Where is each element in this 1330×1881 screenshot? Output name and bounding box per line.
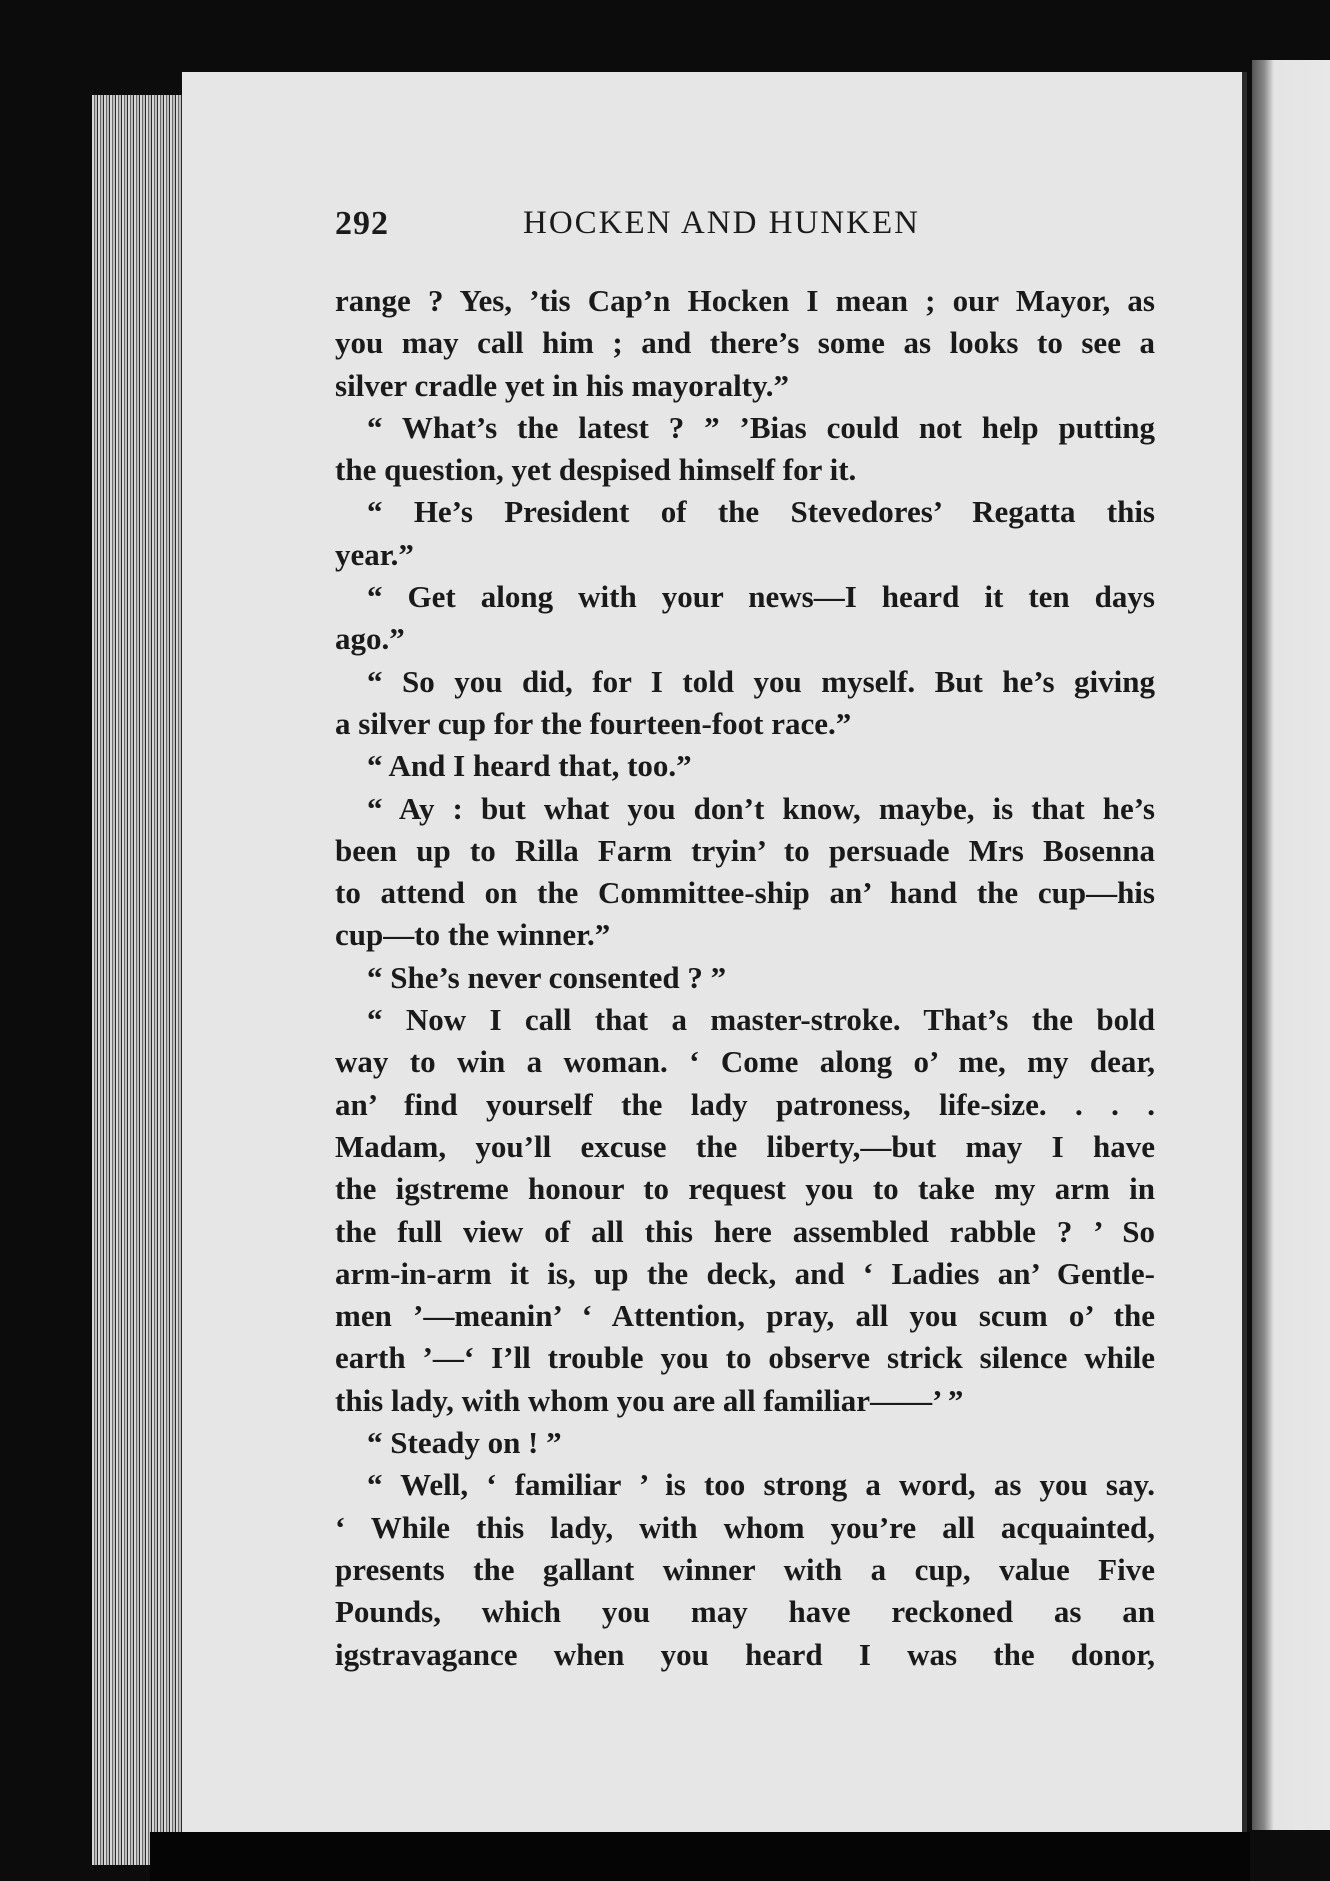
- text-line: silver cradle yet in his mayoralty.”: [335, 367, 790, 403]
- body-text: [335, 280, 1155, 1676]
- text-line: “ Get along with your news—I heard it ten days: [367, 579, 1155, 615]
- page-number: 292: [335, 205, 389, 242]
- facing-page-edge: [1252, 60, 1330, 1830]
- text-line: this lady, with whom you are all familiar——’ ”: [335, 1382, 964, 1418]
- page-header: [335, 205, 1155, 260]
- text-line: a silver cup for the fourteen-foot race.”: [335, 705, 852, 741]
- text-line: igstravagance when you heard I was the donor,: [335, 1636, 1155, 1672]
- book-page-edges: [92, 95, 182, 1865]
- text-line: “ Now I call that a master-stroke. That’s the bold: [367, 1002, 1155, 1038]
- text-line: “ He’s President of the Stevedores’ Regatta this: [367, 494, 1155, 530]
- running-head: HOCKEN AND HUNKEN: [523, 205, 920, 241]
- text-line: Madam, you’ll excuse the liberty,—but may I have: [335, 1128, 1155, 1164]
- text-line: men ’—meanin’ ‘ Attention, pray, all you scum o’ the: [335, 1298, 1155, 1334]
- text-line: “ What’s the latest ? ” ’Bias could not help putting: [367, 409, 1155, 445]
- text-line: “ Ay : but what you don’t know, maybe, is that he’s: [367, 790, 1155, 826]
- text-line: cup—to the winner.”: [335, 917, 611, 953]
- text-line: to attend on the Committee-ship an’ hand the cup—his: [335, 875, 1155, 911]
- text-line: been up to Rilla Farm tryin’ to persuade Mrs Bosenna: [335, 832, 1155, 868]
- text-line: the question, yet despised himself for it.: [335, 452, 857, 488]
- text-line: presents the gallant winner with a cup, value Five: [335, 1551, 1155, 1587]
- text-line: an’ find yourself the lady patroness, life-size. . . .: [335, 1086, 1155, 1122]
- text-line: earth ’—‘ I’ll trouble you to observe strick silence while: [335, 1340, 1155, 1376]
- text-line: the full view of all this here assembled rabble ? ’ So: [335, 1213, 1155, 1249]
- text-line: ago.”: [335, 621, 405, 657]
- text-line: year.”: [335, 536, 414, 572]
- text-line: “ Steady on ! ”: [367, 1425, 562, 1461]
- text-line: way to win a woman. ‘ Come along o’ me, my dear,: [335, 1044, 1155, 1080]
- text-line: “ She’s never consented ? ”: [367, 959, 727, 995]
- text-line: ‘ While this lady, with whom you’re all acquainted,: [335, 1509, 1155, 1545]
- bottom-shadow: [150, 1832, 1250, 1881]
- text-line: the igstreme honour to request you to take my arm in: [335, 1171, 1155, 1207]
- text-line: you may call him ; and there’s some as looks to see a: [335, 325, 1155, 361]
- text-line: “ And I heard that, too.”: [367, 748, 692, 784]
- text-line: “ Well, ‘ familiar ’ is too strong a word, as you say.: [367, 1467, 1155, 1503]
- text-line: arm-in-arm it is, up the deck, and ‘ Ladies an’ Gentle-: [335, 1255, 1155, 1291]
- text-line: “ So you did, for I told you myself. But he’s giving: [367, 663, 1155, 699]
- text-line: Pounds, which you may have reckoned as an: [335, 1594, 1155, 1630]
- text-line: range ? Yes, ’tis Cap’n Hocken I mean ; our Mayor, as: [335, 283, 1155, 318]
